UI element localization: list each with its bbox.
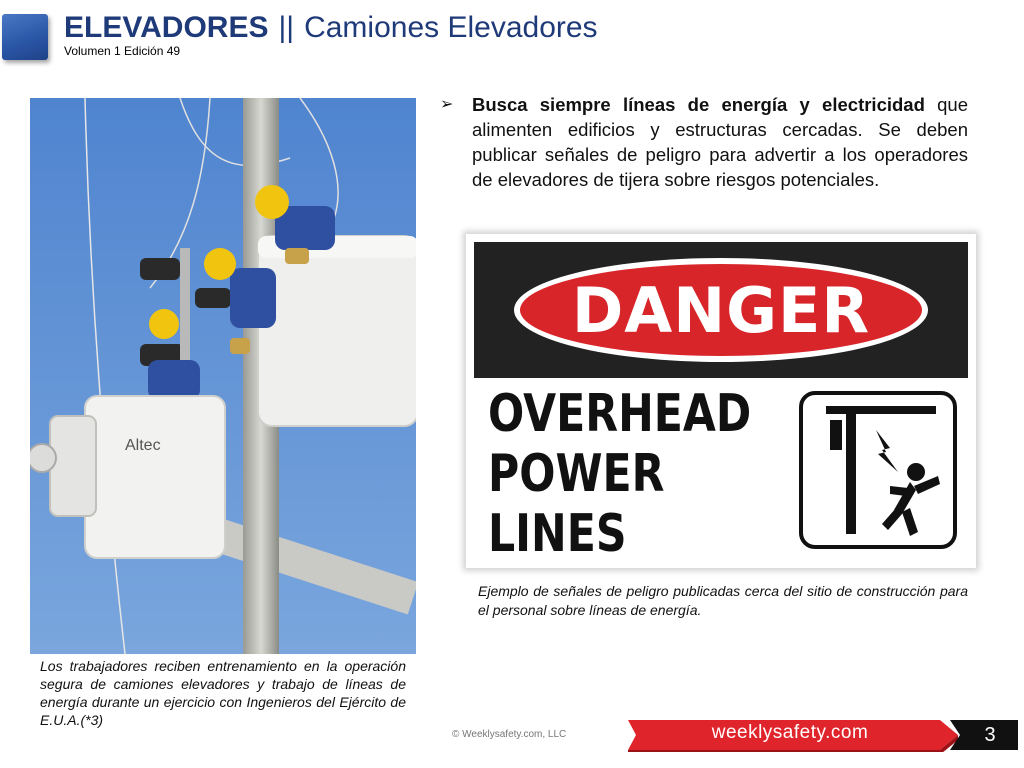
bucket-brand-label: Altec [125,437,161,454]
page-number: 3 [984,724,996,746]
sign-message [488,384,752,564]
sign-line-1: OVERHEAD [488,384,752,444]
bullet-bold-text: Busca siempre líneas de energía y electricidad [472,94,925,115]
workers-bucket-truck-photo [30,98,416,654]
title-accent-square [2,14,48,60]
copyright-text: © Weeklysafety.com, LLC [452,729,567,740]
title-separator: || [278,11,295,44]
sign-caption: Ejemplo de señales de peligro publicadas cerca del sitio de construcción para el personal sobre líneas de energía. [478,583,968,618]
page-title [64,8,598,48]
sign-line-3: LINES [488,504,627,564]
bullet-text [472,92,968,192]
photo-caption: Los trabajadores reciben entrenamiento en la operación segura de camiones elevadores y trabajo de líneas de energía durante un ejercicio con Ingenieros del Ejército de E.U.A.(*3) [40,658,406,728]
bullet-point [440,92,968,192]
sign-header-band [474,242,968,378]
bullet-regular-text: que alimenten edificios y estructuras cercadas. Se deben publicar señales de peligro para advertir a los operadores de elevadores de tijera sobre riesgos potenciales. [472,94,968,190]
electrocution-hazard-icon [798,390,958,550]
title-main: ELEVADORES [64,11,269,44]
danger-sign-image [466,234,976,568]
arrow-bullet-icon: ➢ [440,96,454,113]
sign-line-2: POWER [488,444,665,504]
danger-oval [514,258,928,362]
edition-subtitle: Volumen 1 Edición 49 [64,44,181,58]
title-sub: Camiones Elevadores [304,11,598,44]
danger-word: DANGER [571,273,871,347]
brand-name: weeklysafety.com [711,722,869,743]
